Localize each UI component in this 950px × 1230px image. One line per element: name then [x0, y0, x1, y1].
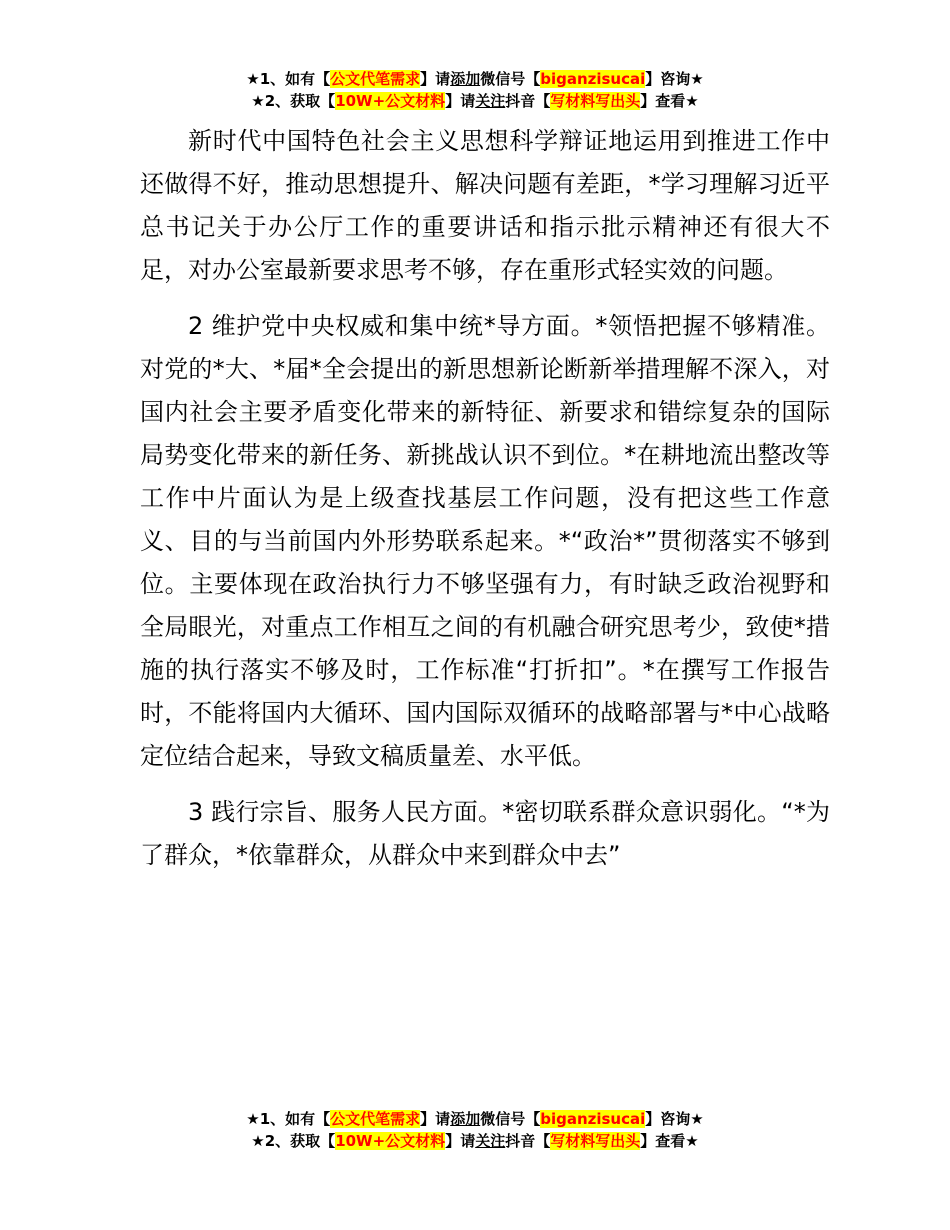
- banner-highlight-wechat-id: biganzisucai: [540, 70, 646, 88]
- banner-highlight-service: 公文代笔需求: [330, 70, 421, 88]
- banner-text: 抖音【: [505, 1132, 551, 1150]
- banner-underlined-text: 添加: [450, 1110, 481, 1128]
- paragraph-2: 2 维护党中央权威和集中统*导方面。*领悟把握不够精准。对党的*大、*届*全会提出的新思想新论断新举措理解不深入，对国内社会主要矛盾变化带来的新特征、新要求和错综复杂的国际局势变化带来的新任务、新挑战认识不到位。*在耕地流出整改等工作中片面认为是上级查找基层工作问题，没有把这些工作意义、目的与当前国内外形势联系起来。*“政治*”贯彻落实不够到位。主要体现在政治执行力不够坚强有力，有时缺乏政治视野和全局眼光，对重点工作相互之间的有机融合研究思考少，致使*措施的执行落实不够及时，工作标准“打折扣”。*在撰写工作报告时，不能将国内大循环、国内国际双循环的战略部署与*中心战略定位结合起来，导致文稿质量差、水平低。: [140, 312, 830, 770]
- banner-text: 】咨询★: [645, 70, 704, 88]
- banner-text: 】请: [445, 92, 476, 110]
- banner-text: 抖音【: [505, 92, 551, 110]
- banner-underlined-text: 添加: [450, 70, 481, 88]
- banner-line-1: [0, 68, 950, 90]
- banner-highlight-materials: 10W+公文材料: [335, 92, 446, 110]
- banner-text: 微信号【: [480, 70, 541, 88]
- banner-underlined-text: 关注: [475, 1132, 506, 1150]
- banner-highlight-wechat-id: biganzisucai: [540, 1110, 646, 1128]
- banner-line-1: [0, 1108, 950, 1130]
- banner-highlight-service: 公文代笔需求: [330, 1110, 421, 1128]
- banner-text: ★2、获取【: [251, 1132, 336, 1150]
- banner-text: 】查看★: [640, 92, 699, 110]
- banner-highlight-douyin-id: 写材料写出头: [550, 1132, 641, 1150]
- paragraph-3: 3 践行宗旨、服务人民方面。*密切联系群众意识弱化。“*为了群众，*依靠群众，从群众中来到群众中去”: [140, 798, 830, 869]
- paragraph-1: 新时代中国特色社会主义思想科学辩证地运用到推进工作中还做得不好，推动思想提升、解决问题有差距，*学习理解习近平总书记关于办公厅工作的重要讲话和指示批示精神还有很大不足，对办公室最新要求思考不够，存在重形式轻实效的问题。: [140, 127, 830, 284]
- header-banner: [0, 68, 950, 112]
- document-body: [140, 120, 830, 877]
- banner-text: 】请: [420, 1110, 451, 1128]
- banner-text: 】请: [420, 70, 451, 88]
- banner-text: ★1、如有【: [246, 1110, 331, 1128]
- banner-text: 】查看★: [640, 1132, 699, 1150]
- banner-highlight-materials: 10W+公文材料: [335, 1132, 446, 1150]
- banner-text: 】请: [445, 1132, 476, 1150]
- banner-line-2: [0, 1130, 950, 1152]
- banner-text: ★1、如有【: [246, 70, 331, 88]
- footer-banner: [0, 1108, 950, 1152]
- banner-highlight-douyin-id: 写材料写出头: [550, 92, 641, 110]
- banner-line-2: [0, 90, 950, 112]
- banner-text: 微信号【: [480, 1110, 541, 1128]
- banner-text: 】咨询★: [645, 1110, 704, 1128]
- banner-underlined-text: 关注: [475, 92, 506, 110]
- banner-text: ★2、获取【: [251, 92, 336, 110]
